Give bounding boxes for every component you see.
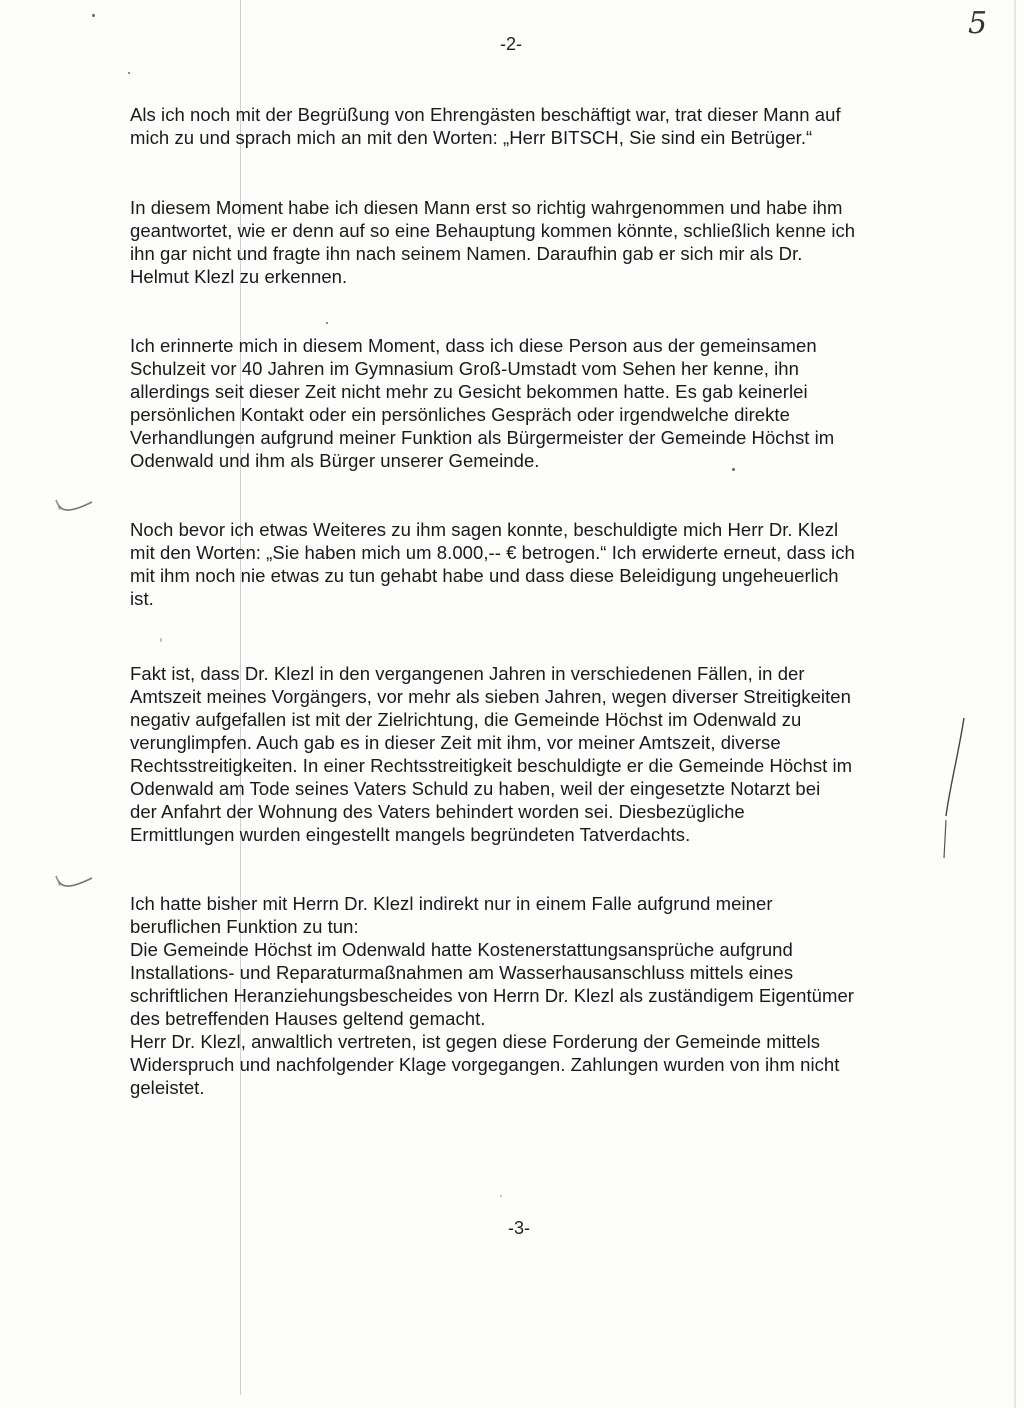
paragraph-recollection: Ich erinnerte mich in diesem Moment, dass ich diese Person aus der gemeinsamen Schulzeit vor 40 Jahren im Gymnasium Groß-Umstadt vom Sehen her kenne, ihn allerdings seit dieser Zeit nicht mehr zu Gesicht bekommen hatte. Es gab keinerlei persönlichen Kontakt oder ein persönliches Gespräch oder irgendwelche direkte Verhandlungen aufgrund meiner Funktion als Bürgermeister der Gemeinde Höchst im Odenwald und ihm als Bürger unserer Gemeinde. bbox=[130, 335, 835, 471]
paragraph-facts: Fakt ist, dass Dr. Klezl in den vergangenen Jahren in verschiedenen Fällen, in der Amtszeit meines Vorgängers, vor mehr als sieben Jahren, wegen diverser Streitigkeiten negativ aufgefallen ist mit der Zielrichtung, die Gemeinde Höchst im Odenwald zu verunglimpfen. Auch gab es in dieser Zeit mit ihm, vor meiner Amtszeit, diverse Rechtsstreitigkeiten. In einer Rechtsstreitigkeit beschuldigte er die Gemeinde Höchst im Odenwald am Tode seines Vaters Schuld zu haben, weil der eingesetzte Notarzt bei der Anfahrt der Wohnung des Vaters behindert worden sei. Diesbezügliche Ermittlungen wurden eingestellt mangels begründeten Tatverdachts. bbox=[130, 663, 853, 845]
paragraph-accusation: Noch bevor ich etwas Weiteres zu ihm sagen konnte, beschuldigte mich Herr Dr. Klezl mit den Worten: „Sie haben mich um 8.000,-- € betrogen.“ Ich erwiderte erneut, dass ich mit ihm noch nie etwas zu tun gehabt habe und dass diese Beleidigung ungeheuerlich ist. bbox=[130, 519, 855, 609]
margin-tick-mark bbox=[52, 496, 96, 520]
paragraph-introduction: In diesem Moment habe ich diesen Mann erst so richtig wahrgenommen und habe ihm geantwortet, wie er denn auf so eine Behauptung kommen könnte, schließlich kenne ich ihn gar nicht und fragte ihn nach seinem Namen. Daraufhin gab er sich mir als Dr. Helmut Klezl zu erkennen. bbox=[130, 197, 856, 287]
scan-speck bbox=[160, 638, 162, 642]
scan-edge-shadow bbox=[1014, 0, 1016, 1408]
paragraph-greeting: Als ich noch mit der Begrüßung von Ehrengästen beschäftigt war, trat dieser Mann auf mich zu und sprach mich an mit den Worten: „Herr BITSCH, Sie sind ein Betrüger.“ bbox=[130, 104, 841, 148]
scan-speck bbox=[732, 468, 735, 471]
page-number-header: -2- bbox=[500, 34, 522, 54]
scan-speck bbox=[128, 72, 130, 74]
paragraph-prior-contact: Ich hatte bisher mit Herrn Dr. Klezl indirekt nur in einem Falle aufgrund meiner beruflichen Funktion zu tun: Die Gemeinde Höchst im Odenwald hatte Kostenerstattungsansprüche aufgrund Installations- und Reparaturmaßnahmen am Wasserhausanschluss mittels eines schriftlichen Heranziehungsbescheides von Herrn Dr. Klezl als zuständigem Eigentümer des betreffenden Hauses geltend gemacht. Herr Dr. Klezl, anwaltlich vertreten, ist gegen diese Forderung der Gemeinde mittels Widerspruch und nachfolgender Klage vorgegangen. Zahlungen wurden von ihm nicht geleistet. bbox=[130, 893, 855, 1098]
scan-speck bbox=[92, 14, 95, 17]
scan-speck bbox=[326, 322, 328, 324]
page-number-footer: -3- bbox=[508, 1218, 530, 1238]
handwritten-page-mark: 5 bbox=[968, 6, 988, 41]
margin-pen-stroke bbox=[938, 716, 968, 861]
margin-tick-mark bbox=[52, 872, 96, 896]
scan-speck bbox=[500, 1195, 502, 1197]
